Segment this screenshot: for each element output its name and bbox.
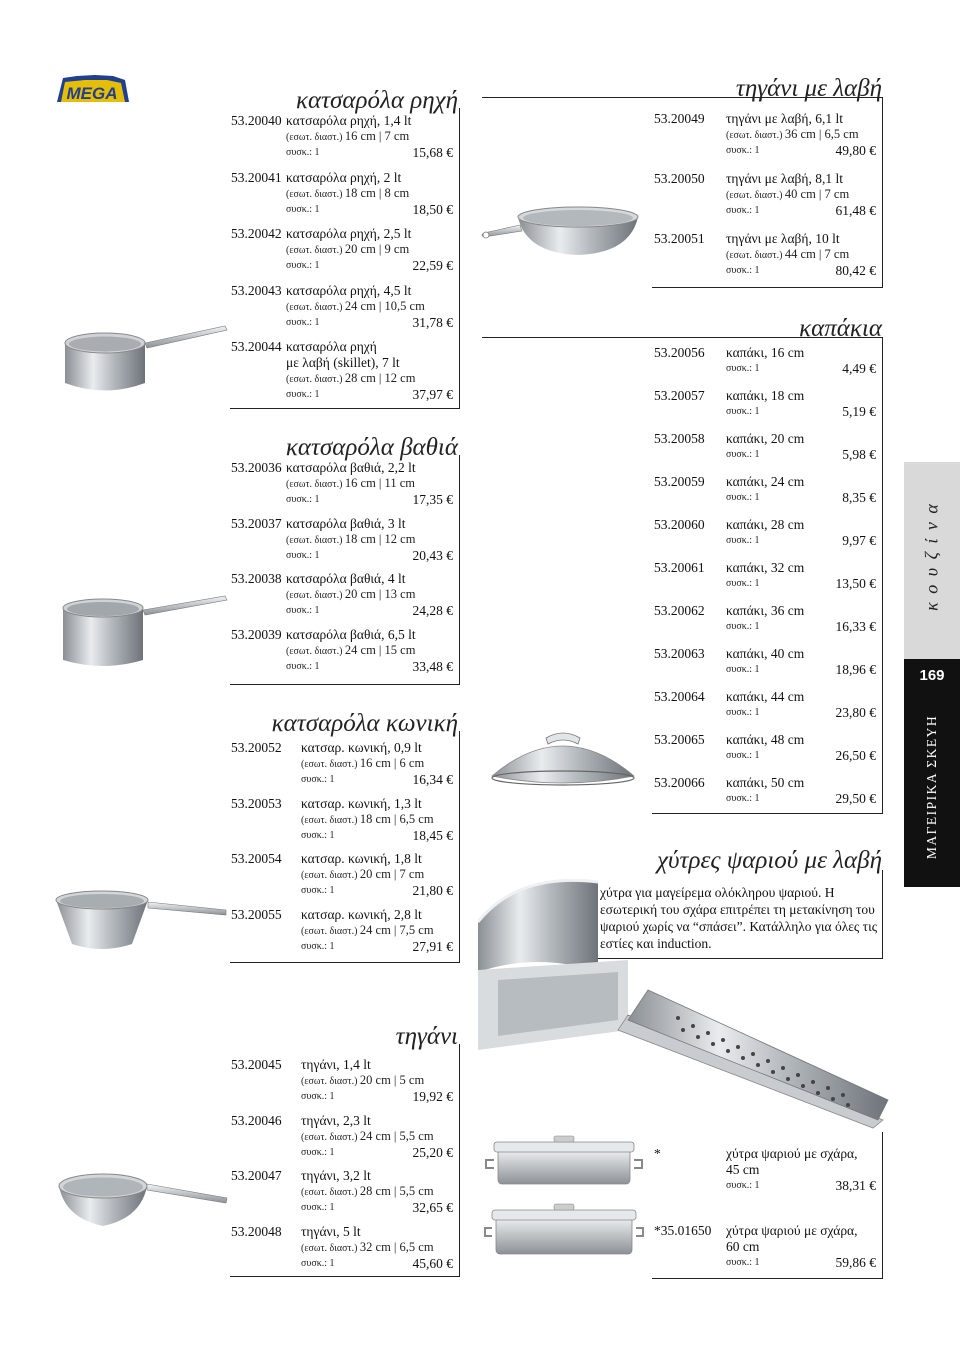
item-pack: συσκ.: 1 (301, 829, 335, 841)
item-name: τηγάνι, 2,3 lt (301, 1112, 371, 1128)
item-pack: συσκ.: 1 (286, 316, 320, 328)
section-title-conical: κατσαρόλα κωνική (271, 710, 458, 737)
item-dimensions (286, 372, 415, 385)
item-name: καπάκι, 18 cm (726, 388, 805, 403)
section-title-shallow: κατσαρόλα ρηχή (295, 87, 458, 114)
item-dimensions (286, 644, 415, 657)
item-price (413, 259, 454, 273)
euro-sign: € (865, 143, 876, 158)
price-value: 59,86 (835, 1255, 866, 1270)
price-value: 18,50 (412, 201, 443, 217)
fish-kettle-rack-photo (478, 960, 898, 1130)
item-code: 53.20051 (654, 231, 705, 246)
item-name: καπάκι, 36 cm (726, 603, 805, 618)
item-pack: συσκ.: 1 (286, 660, 320, 672)
item-name: κατσαρ. κωνική, 1,8 lt (301, 851, 422, 866)
dimensions-value: 24 cm | 7,5 cm (359, 922, 434, 937)
euro-sign: € (442, 201, 453, 217)
item-code: 53.20062 (654, 603, 705, 618)
item-code: 53.20059 (654, 474, 705, 489)
euro-sign: € (442, 603, 453, 618)
item-name: τηγάνι, 5 lt (301, 1223, 361, 1239)
item-name: καπάκι, 48 cm (726, 732, 805, 747)
inner-diameter-label: (εσωτ. διαστ.) (286, 301, 345, 313)
item-name: κατσαρόλα ρηχή, 2 lt (286, 169, 402, 185)
deep-saucepan-photo (55, 590, 230, 670)
inner-diameter-label: (εσωτ. διαστ.) (301, 1076, 360, 1087)
item-code: 53.20044 (231, 338, 282, 354)
item-dimensions (286, 187, 409, 200)
item-code: 53.20040 (231, 113, 282, 128)
item-pack: συσκ.: 1 (286, 147, 320, 158)
item-price (836, 264, 877, 278)
item-code: 53.20041 (231, 169, 282, 185)
item-code: 53.20052 (231, 740, 282, 755)
item-dimensions (286, 533, 415, 546)
item-price (836, 204, 877, 218)
dimensions-value: 36 cm | 6,5 cm (784, 127, 859, 141)
item-code: 53.20060 (654, 517, 705, 532)
dimensions-value: 18 cm | 12 cm (344, 531, 416, 546)
item-dimensions (286, 588, 415, 601)
item-price (836, 749, 877, 763)
price-value: 37,97 (412, 386, 443, 402)
inner-diameter-label: (εσωτ. διαστ.) (301, 1242, 360, 1254)
item-code: 53.20058 (654, 431, 705, 446)
side-tab-category (904, 462, 960, 659)
item-dimensions (301, 1241, 434, 1254)
item-dimensions (726, 248, 849, 261)
euro-sign: € (442, 1255, 453, 1271)
price-value: 19,92 (412, 1089, 443, 1104)
item-code: 53.20054 (231, 851, 282, 866)
euro-sign: € (442, 145, 453, 160)
euro-sign: € (865, 576, 876, 591)
item-pack: συσκ.: 1 (301, 774, 335, 785)
euro-sign: € (442, 547, 453, 563)
item-code: 53.20064 (654, 689, 705, 704)
item-price (413, 1257, 454, 1271)
item-price (413, 203, 454, 217)
conical-saucepan-photo (52, 888, 230, 958)
euro-sign: € (442, 1089, 453, 1104)
dimensions-value: 20 cm | 5 cm (359, 1073, 425, 1087)
item-name: κατσαρόλα ρηχή (286, 338, 377, 354)
item-pack: συσκ.: 1 (301, 1257, 335, 1269)
price-value: 18,45 (412, 827, 443, 843)
euro-sign: € (865, 1178, 876, 1193)
dimensions-value: 32 cm | 6,5 cm (359, 1239, 434, 1254)
section-title-pan: τηγάνι (395, 1023, 458, 1050)
dimensions-value: 20 cm | 13 cm (344, 587, 416, 601)
item-name: κατσαρ. κωνική, 0,9 lt (301, 740, 422, 755)
euro-sign: € (865, 748, 876, 763)
item-name-line2: 45 cm (726, 1162, 760, 1177)
price-value: 16,34 (412, 772, 443, 787)
mega-logo (55, 72, 130, 106)
euro-sign: € (442, 258, 453, 273)
item-code: 53.20053 (231, 795, 282, 811)
item-dimensions (301, 813, 434, 826)
item-code: 53.20066 (654, 775, 705, 790)
item-price (413, 660, 454, 674)
item-name: τηγάνι με λαβή, 8,1 lt (726, 171, 843, 186)
item-code: 53.20055 (231, 906, 282, 922)
item-name: τηγάνι με λαβή, 10 lt (726, 231, 840, 246)
inner-diameter-label: (εσωτ. διαστ.) (286, 188, 345, 200)
item-name: τηγάνι, 1,4 lt (301, 1057, 371, 1072)
item-pack: συσκ.: 1 (726, 707, 760, 718)
item-name: κατσαρόλα βαθιά, 6,5 lt (286, 626, 416, 642)
inner-diameter-label: (εσωτ. διαστ.) (301, 870, 360, 881)
inner-diameter-label: (εσωτ. διαστ.) (301, 1131, 360, 1143)
price-value: 45,60 (412, 1255, 443, 1271)
price-value: 33,48 (412, 658, 443, 674)
item-code: *35.01650 (654, 1223, 712, 1238)
euro-sign: € (442, 1200, 453, 1215)
lid-photo (488, 718, 638, 794)
item-price (413, 884, 454, 898)
price-value: 5,19 (842, 404, 866, 419)
item-price (836, 577, 877, 591)
section-title-lids: καπάκια (799, 315, 882, 342)
euro-sign: € (442, 386, 453, 402)
item-name: χύτρα ψαριού με σχάρα, (726, 1223, 858, 1238)
item-pack: συσκ.: 1 (301, 1146, 335, 1158)
inner-diameter-label: (εσωτ. διαστ.) (286, 132, 345, 143)
item-code: 53.20046 (231, 1112, 282, 1128)
inner-diameter-label: (εσωτ. διαστ.) (286, 245, 345, 256)
item-price (413, 493, 454, 507)
inner-diameter-label: (εσωτ. διαστ.) (286, 645, 345, 657)
item-pack: συσκ.: 1 (286, 549, 320, 561)
euro-sign: € (865, 1255, 876, 1270)
inner-diameter-label: (εσωτ. διαστ.) (301, 925, 360, 937)
inner-diameter-label: (εσωτ. διαστ.) (286, 373, 345, 385)
item-price (413, 549, 454, 563)
item-code: 53.20045 (231, 1057, 282, 1072)
euro-sign: € (865, 203, 876, 218)
price-value: 27,91 (412, 938, 443, 954)
inner-diameter-label: (εσωτ. διαστ.) (301, 1187, 360, 1198)
item-price (413, 1201, 454, 1215)
price-value: 17,35 (412, 492, 443, 507)
item-price (842, 362, 876, 376)
item-dimensions (301, 924, 434, 937)
side-tab-section-label: ΜΑΓΕΙΡΙΚΑ ΣΚΕΥΗ (924, 714, 939, 860)
item-pack: συσκ.: 1 (301, 1091, 335, 1102)
item-pack: συσκ.: 1 (301, 885, 335, 896)
euro-sign: € (865, 263, 876, 278)
item-code: 53.20043 (231, 282, 282, 298)
item-code: 53.20048 (231, 1223, 282, 1239)
item-name: τηγάνι με λαβή, 6,1 lt (726, 111, 843, 126)
item-code: 53.20063 (654, 646, 705, 661)
euro-sign: € (865, 791, 876, 806)
frying-pan-photo (55, 1168, 230, 1248)
item-dimensions (301, 1130, 434, 1143)
item-price (413, 316, 454, 330)
item-pack: συσκ.: 1 (726, 1180, 760, 1191)
item-price (842, 448, 876, 462)
price-value: 61,48 (835, 203, 866, 218)
price-value: 22,59 (412, 258, 443, 273)
inner-diameter-label: (εσωτ. διαστ.) (726, 190, 785, 201)
euro-sign: € (442, 938, 453, 954)
item-pack: συσκ.: 1 (286, 605, 320, 616)
item-code: 53.20050 (654, 171, 705, 186)
price-value: 25,20 (412, 1144, 443, 1160)
item-code: 53.20047 (231, 1168, 282, 1183)
item-name: κατσαρόλα ρηχή, 2,5 lt (286, 226, 412, 241)
item-dimensions (301, 1185, 434, 1198)
euro-sign: € (865, 404, 876, 419)
item-pack: συσκ.: 1 (726, 664, 760, 675)
item-name: τηγάνι, 3,2 lt (301, 1168, 371, 1183)
item-pack: συσκ.: 1 (726, 621, 760, 632)
item-pack: συσκ.: 1 (726, 492, 760, 503)
item-price (413, 1090, 454, 1104)
item-code: 53.20042 (231, 226, 282, 241)
item-name: χύτρα ψαριού με σχάρα, (726, 1146, 858, 1161)
item-pack: συσκ.: 1 (301, 1202, 335, 1213)
section-title-fish: χύτρες ψαριού με λαβή (657, 847, 882, 874)
euro-sign: € (865, 361, 876, 376)
dimensions-value: 18 cm | 6,5 cm (359, 811, 434, 826)
item-name: καπάκι, 24 cm (726, 474, 805, 489)
dimensions-value: 20 cm | 9 cm (344, 242, 410, 256)
item-name: καπάκι, 20 cm (726, 431, 805, 446)
euro-sign: € (865, 533, 876, 548)
price-value: 13,50 (835, 576, 866, 591)
item-pack: συσκ.: 1 (286, 260, 320, 271)
dimensions-value: 28 cm | 12 cm (344, 370, 416, 385)
side-tab-section (904, 693, 960, 887)
euro-sign: € (442, 827, 453, 843)
dimensions-value: 20 cm | 7 cm (359, 867, 425, 881)
item-dimensions (726, 128, 859, 141)
dimensions-value: 16 cm | 7 cm (344, 129, 410, 143)
dimensions-value: 24 cm | 15 cm (344, 642, 416, 657)
item-dimensions (301, 757, 424, 770)
dimensions-value: 44 cm | 7 cm (784, 247, 850, 261)
price-value: 31,78 (412, 314, 443, 330)
item-code: 53.20036 (231, 460, 282, 475)
euro-sign: € (865, 447, 876, 462)
item-pack: συσκ.: 1 (726, 145, 760, 156)
price-value: 9,97 (842, 533, 866, 548)
price-value: 80,42 (835, 263, 866, 278)
svg-text:MEGA: MEGA (66, 84, 118, 103)
item-code: 53.20056 (654, 345, 705, 360)
item-price (413, 940, 454, 954)
item-name: κατσαρ. κωνική, 2,8 lt (301, 906, 422, 922)
price-value: 5,98 (842, 447, 866, 462)
item-price (836, 144, 877, 158)
price-value: 21,80 (412, 883, 443, 898)
price-value: 15,68 (412, 145, 443, 160)
price-value: 4,49 (842, 361, 866, 376)
euro-sign: € (865, 705, 876, 720)
fish-kettle-small-photo (484, 1130, 644, 1192)
price-value: 18,96 (835, 662, 866, 677)
pan-with-handle-photo (478, 205, 650, 265)
item-name: καπάκι, 32 cm (726, 560, 805, 575)
inner-diameter-label: (εσωτ. διαστ.) (286, 590, 345, 601)
item-dimensions (286, 243, 409, 256)
euro-sign: € (442, 492, 453, 507)
price-value: 49,80 (835, 143, 866, 158)
item-pack: συσκ.: 1 (286, 494, 320, 505)
item-pack: συσκ.: 1 (726, 793, 760, 804)
item-name: καπάκι, 44 cm (726, 689, 805, 704)
item-price (836, 792, 877, 806)
price-value: 26,50 (835, 748, 866, 763)
price-value: 32,65 (412, 1200, 443, 1215)
item-pack: συσκ.: 1 (726, 578, 760, 589)
item-pack: συσκ.: 1 (726, 535, 760, 546)
item-pack: συσκ.: 1 (301, 940, 335, 952)
euro-sign: € (865, 490, 876, 505)
item-name-line2: 60 cm (726, 1239, 760, 1254)
page-number: 169 (904, 659, 960, 693)
item-dimensions (286, 300, 425, 313)
euro-sign: € (865, 619, 876, 634)
item-price (842, 491, 876, 505)
inner-diameter-label: (εσωτ. διαστ.) (301, 814, 360, 826)
item-price (413, 146, 454, 160)
dimensions-value: 16 cm | 6 cm (359, 756, 425, 770)
fish-kettle-large-photo (484, 1196, 644, 1262)
dimensions-value: 24 cm | 5,5 cm (359, 1128, 434, 1143)
item-price (842, 534, 876, 548)
inner-diameter-label: (εσωτ. διαστ.) (726, 130, 785, 141)
inner-diameter-label: (εσωτ. διαστ.) (726, 250, 785, 261)
item-name-line2: με λαβή (skillet), 7 lt (286, 354, 400, 370)
item-price (836, 1256, 877, 1270)
price-value: 16,33 (835, 619, 866, 634)
euro-sign: € (865, 662, 876, 677)
item-pack: συσκ.: 1 (726, 205, 760, 216)
euro-sign: € (442, 314, 453, 330)
item-code: 53.20039 (231, 626, 282, 642)
item-dimensions (726, 188, 849, 201)
inner-diameter-label: (εσωτ. διαστ.) (286, 479, 345, 490)
item-price (413, 388, 454, 402)
item-name: καπάκι, 50 cm (726, 775, 805, 790)
item-dimensions (301, 1074, 424, 1087)
price-value: 38,31 (835, 1178, 866, 1193)
item-code: 53.20038 (231, 571, 282, 586)
section-title-pan-handle: τηγάνι με λαβή (735, 75, 882, 102)
item-pack: συσκ.: 1 (286, 388, 320, 400)
item-price (413, 1146, 454, 1160)
item-code: 53.20037 (231, 515, 282, 531)
price-value: 29,50 (835, 791, 866, 806)
item-code: 53.20057 (654, 388, 705, 403)
item-price (836, 1179, 877, 1193)
item-pack: συσκ.: 1 (726, 265, 760, 276)
item-code: * (654, 1146, 661, 1161)
price-value: 20,43 (412, 547, 443, 563)
item-name: κατσαρόλα βαθιά, 4 lt (286, 571, 406, 586)
item-price (836, 706, 877, 720)
item-price (836, 663, 877, 677)
item-pack: συσκ.: 1 (726, 363, 760, 374)
item-dimensions (286, 130, 409, 143)
side-tab-category-label: κ ο υ ζ ί ν α (921, 502, 942, 611)
item-code: 53.20061 (654, 560, 705, 575)
euro-sign: € (442, 658, 453, 674)
dimensions-value: 16 cm | 11 cm (344, 476, 415, 490)
item-price (413, 773, 454, 787)
item-name: κατσαρ. κωνική, 1,3 lt (301, 795, 422, 811)
dimensions-value: 18 cm | 8 cm (344, 185, 410, 200)
item-dimensions (301, 868, 424, 881)
item-name: καπάκι, 28 cm (726, 517, 805, 532)
euro-sign: € (442, 772, 453, 787)
item-code: 53.20049 (654, 111, 705, 126)
item-name: κατσαρόλα βαθιά, 3 lt (286, 515, 406, 531)
item-pack: συσκ.: 1 (726, 406, 760, 417)
item-name: κατσαρόλα βαθιά, 2,2 lt (286, 460, 416, 475)
price-value: 23,80 (835, 705, 866, 720)
item-code: 53.20065 (654, 732, 705, 747)
shallow-saucepan-photo (55, 318, 230, 398)
item-pack: συσκ.: 1 (726, 750, 760, 761)
price-value: 8,35 (842, 490, 866, 505)
dimensions-value: 28 cm | 5,5 cm (359, 1184, 434, 1198)
section-title-deep: κατσαρόλα βαθιά (285, 434, 458, 461)
item-name: κατσαρόλα ρηχή, 4,5 lt (286, 282, 412, 298)
fish-description: χύτρα για μαγείρεμα ολόκληρου ψαριού. Η εσωτερική του σχάρα επιτρέπει τη μετακίνηση του ψαριού χωρίς να “σπάσει”. Κατάλληλο για όλες τις εστίες και induction. (600, 885, 878, 951)
inner-diameter-label: (εσωτ. διαστ.) (301, 759, 360, 770)
item-name: καπάκι, 16 cm (726, 345, 805, 360)
item-price (842, 405, 876, 419)
item-dimensions (286, 477, 415, 490)
item-price (413, 829, 454, 843)
item-name: κατσαρόλα ρηχή, 1,4 lt (286, 113, 412, 128)
price-value: 24,28 (412, 603, 443, 618)
dimensions-value: 24 cm | 10,5 cm (344, 298, 425, 313)
item-pack: συσκ.: 1 (726, 449, 760, 460)
euro-sign: € (442, 1144, 453, 1160)
item-price (836, 620, 877, 634)
item-name: καπάκι, 40 cm (726, 646, 805, 661)
item-price (413, 604, 454, 618)
euro-sign: € (442, 883, 453, 898)
item-pack: συσκ.: 1 (726, 1257, 760, 1268)
dimensions-value: 40 cm | 7 cm (784, 187, 850, 201)
item-pack: συσκ.: 1 (286, 203, 320, 215)
inner-diameter-label: (εσωτ. διαστ.) (286, 534, 345, 546)
